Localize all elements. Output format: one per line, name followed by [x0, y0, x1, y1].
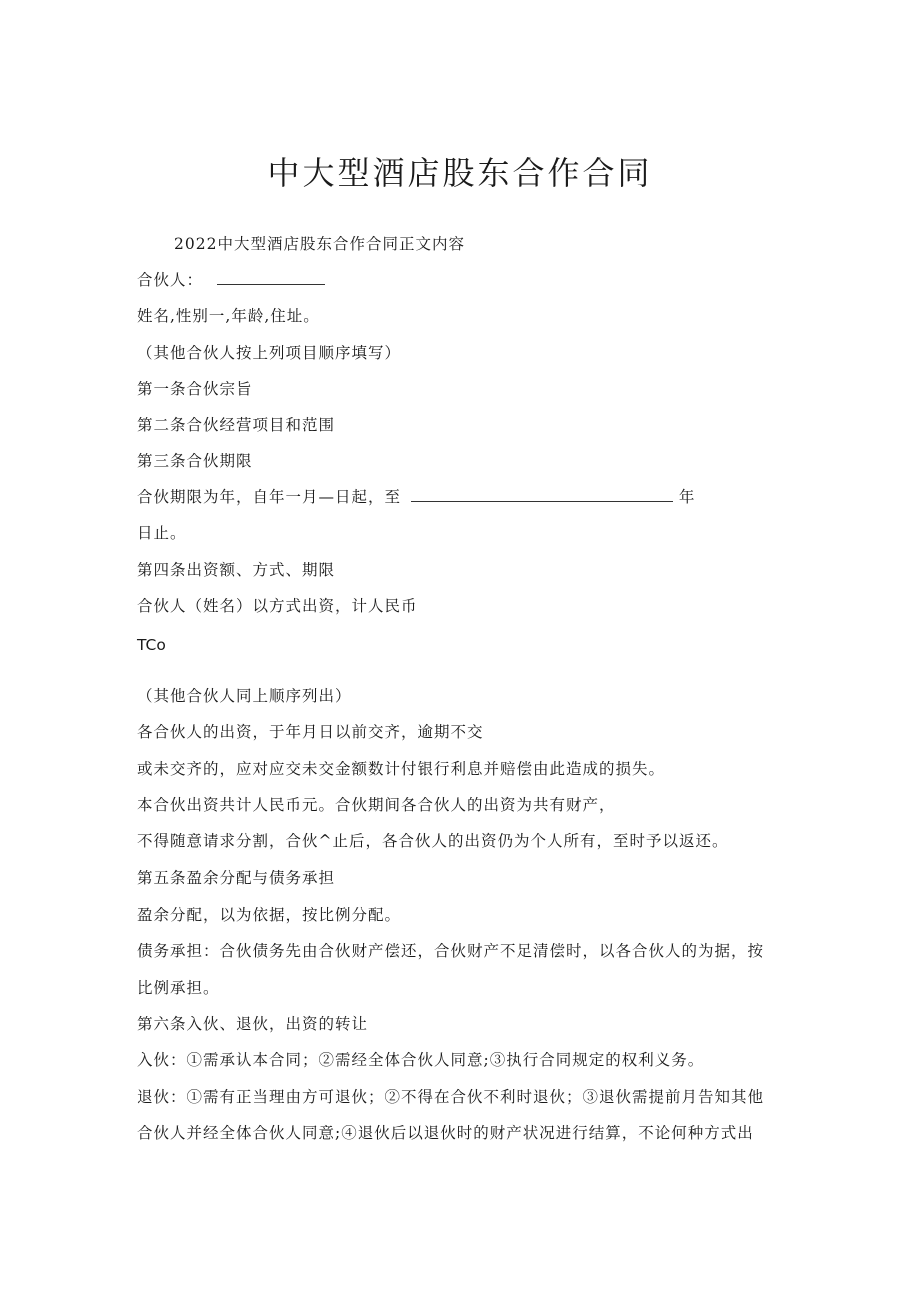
- total-line-2: 不得随意请求分割，合伙^止后，各合伙人的出资仍为个人所有，至时予以返还。: [137, 832, 729, 850]
- join-line: 入伙：①需承认本合同；②需经全体合伙人同意;③执行合同规定的权利义务。: [137, 1051, 705, 1069]
- debt-line-1: 债务承担：合伙债务先由合伙财产偿还，合伙财产不足清偿时，以各合伙人的为据，按: [137, 942, 765, 960]
- partner-blank: [217, 270, 325, 285]
- article-3-heading: 第三条合伙期限: [137, 452, 253, 470]
- total-line-1: 本合伙出资共计人民币元。合伙期间各合伙人的出资为共有财产，: [137, 796, 616, 814]
- partner-line: [137, 268, 325, 290]
- debt-line-2: 比例承担。: [137, 979, 220, 997]
- payment-line-1: 各合伙人的出资，于年月日以前交齐，逾期不交: [137, 723, 484, 741]
- tco-text: TCo: [137, 636, 166, 654]
- quit-line-1: 退伙：①需有正当理由方可退伙；②不得在合伙不利时退伙；③退伙需提前月告知其他: [137, 1088, 765, 1106]
- term-line: [137, 485, 695, 507]
- contribution-line: 合伙人（姓名）以方式出资，计人民币: [137, 597, 418, 615]
- subtitle: 2022中大型酒店股东合作合同正文内容: [174, 235, 465, 253]
- others-order-note: （其他合伙人按上列项目顺序填写）: [137, 344, 402, 362]
- partner-label: 合伙人：: [137, 271, 204, 289]
- payment-line-2: 或未交齐的，应对应交未交金额数计付银行利息并赔偿由此造成的损失。: [137, 760, 666, 778]
- surplus-line: 盈余分配，以为依据，按比例分配。: [137, 906, 402, 924]
- term-text: 合伙期限为年，自年一月—日起，至: [137, 488, 402, 506]
- article-2-heading: 第二条合伙经营项目和范围: [137, 416, 336, 434]
- others-listed-note: （其他合伙人同上顺序列出）: [137, 687, 352, 705]
- article-1-heading: 第一条合伙宗旨: [137, 380, 253, 398]
- document-title: 中大型酒店股东合作合同: [267, 154, 653, 192]
- article-4-heading: 第四条出资额、方式、期限: [137, 561, 336, 579]
- quit-line-2: 合伙人并经全体合伙人同意;④退伙后以退伙时的财产状况进行结算，不论何种方式出: [137, 1124, 754, 1142]
- term-end-line: 日止。: [137, 524, 187, 542]
- term-year: 年: [678, 488, 696, 506]
- article-5-heading: 第五条盈余分配与债务承担: [137, 869, 336, 887]
- term-blank: [411, 487, 673, 502]
- article-6-heading: 第六条入伙、退伙，出资的转让: [137, 1015, 369, 1033]
- name-fields-line: 姓名,性别一,年龄,住址。: [137, 307, 320, 325]
